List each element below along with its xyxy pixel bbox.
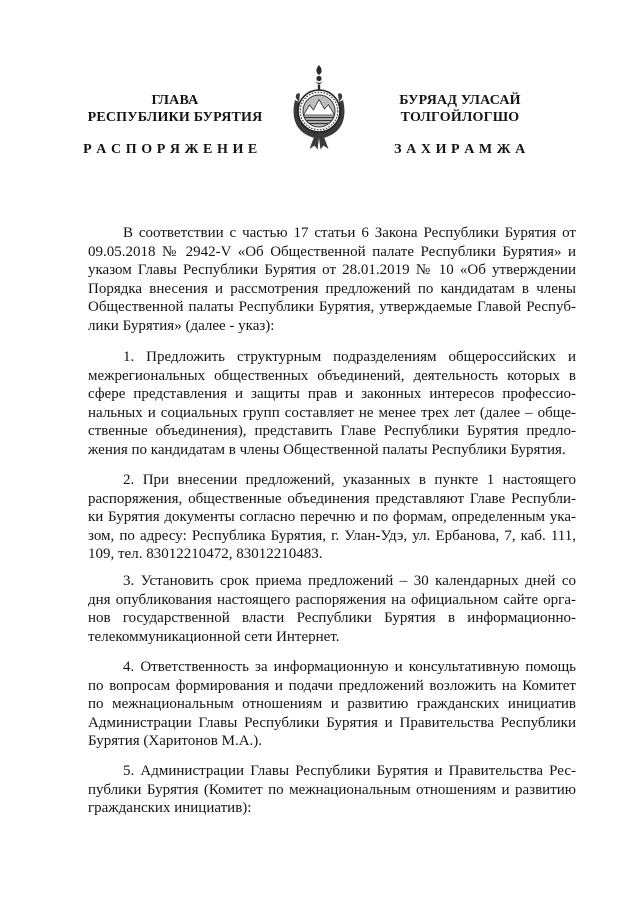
text-line: по межнациональным отношениям и развитию гражданских инициатив xyxy=(88,696,576,713)
text-line: дня опубликования настоящего распоряжения на официальном сайте орга- xyxy=(88,591,576,608)
text-line: 3. Установить срок приема предложений – 30 календарных дней со xyxy=(123,573,576,589)
text-line: нальных и социальных групп составляет не менее трех лет (далее – обще- xyxy=(88,404,576,421)
doc-type-zakhiramzha: З А Х И Р А М Ж А xyxy=(394,142,526,157)
text-line: Администрации Главы Республики Бурятия и Правительства Республики xyxy=(88,714,576,731)
text-line: ки Бурятия документы согласно перечню и по формам, определенным ука- xyxy=(88,509,576,526)
text-line: 2. При внесении предложений, указанных в пункте 1 настоящего xyxy=(123,472,576,488)
paragraph-item-2 xyxy=(88,471,576,564)
text-line: жения по кандидатам в члены Общественной палаты Республики Бурятия. xyxy=(88,441,566,458)
text-line: 09.05.2018 № 2942-V «Об Общественной палате Республики Бурятия» и xyxy=(88,243,576,260)
text-line: Общественной палаты Республики Бурятия, утверждаемые Главой Респуб- xyxy=(88,299,576,316)
text-line: указом Главы Республики Бурятия от 28.01.2019 № 10 «Об утверждении xyxy=(88,262,576,279)
paragraph-item-1 xyxy=(88,348,576,460)
header-right xyxy=(370,92,550,126)
paragraph-item-3 xyxy=(88,572,576,646)
title-republic-buryatia: РЕСПУБЛИКИ БУРЯТИЯ xyxy=(87,110,263,125)
text-line: распоряжения, общественные объединения представляют Главе Республи- xyxy=(88,490,576,507)
text-line: 1. Предложить структурным подразделениям общероссийских и xyxy=(123,349,576,365)
doc-type-rasporyazhenie: Р А С П О Р Я Ж Е Н И Е xyxy=(83,142,258,157)
paragraph-preamble xyxy=(88,224,576,336)
text-line: межрегиональных общественных объединений, деятельность которых в xyxy=(88,367,576,384)
title-glava: ГЛАВА xyxy=(151,93,199,108)
text-line: 5. Администрации Главы Республики Бурятия и Правительства Рес- xyxy=(123,763,576,779)
paragraph-item-5 xyxy=(88,762,576,818)
text-line: гражданских инициатив): xyxy=(88,800,252,817)
title-buryad-ulasai: БУРЯАД УЛАСАЙ xyxy=(399,93,521,108)
paragraph-item-4 xyxy=(88,658,576,751)
text-line: лики Бурятия» (далее - указ): xyxy=(88,317,275,334)
text-line: Бурятия (Харитонов М.А.). xyxy=(88,733,263,750)
text-line: публики Бурятия (Комитет по межнациональным отношениям и развитию xyxy=(88,781,576,798)
text-line: В соответствии с частью 17 статьи 6 Закона Республики Бурятия от xyxy=(123,225,576,241)
text-line: Порядка внесения и рассмотрения предложений по кандидатам в члены xyxy=(88,280,576,297)
title-tolgoilogsho: ТОЛГОЙЛОГШО xyxy=(400,110,520,125)
text-line: ственные объединения), представить Главе Республики Бурятия предло- xyxy=(88,423,576,440)
text-line: 4. Ответственность за информационную и консультативную помощь xyxy=(123,659,576,675)
text-line: 109, тел. 83012210472, 83012210483. xyxy=(88,546,323,563)
text-line: зом, по адресу: Республика Бурятия, г. Улан-Удэ, ул. Ербанова, 7, каб. 111, xyxy=(88,527,576,544)
header-left xyxy=(80,92,270,126)
text-line: телекоммуникационной сети Интернет. xyxy=(88,628,340,645)
text-line: сфере представления и защиты прав и законных интересов профессио- xyxy=(88,386,576,403)
text-line: нов государственной власти Республики Бурятия в информационно- xyxy=(88,610,576,627)
coat-of-arms-icon xyxy=(290,64,348,150)
text-line: по вопросам формирования и подачи предложений возложить на Комитет xyxy=(88,677,576,694)
